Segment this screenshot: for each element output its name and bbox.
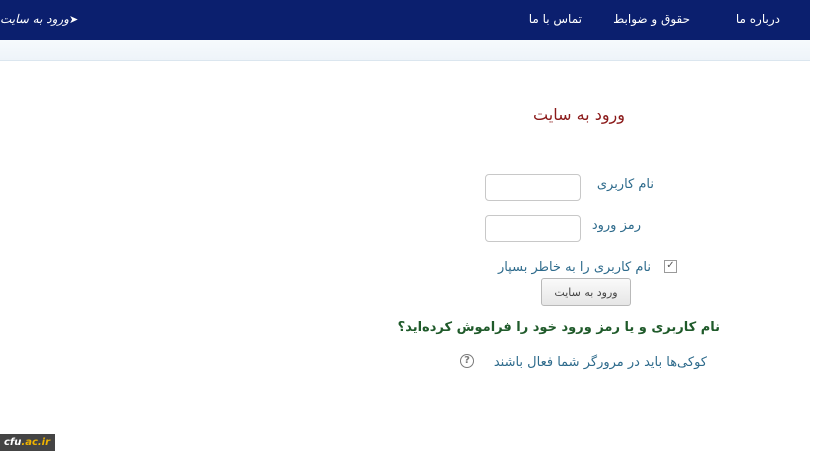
cookies-note: کوکی‌ها باید در مرورگر شما فعال باشند (493, 355, 707, 370)
badge-text: cfu (4, 437, 22, 448)
badge-accent: .ac.ir (21, 437, 51, 448)
nav-about-link[interactable]: درباره ما (735, 12, 780, 26)
remember-label: نام کاربری را به خاطر بسپار (497, 260, 651, 275)
sign-in-icon: ➤ (68, 13, 79, 26)
password-label: رمز ورود (591, 218, 641, 233)
nav-terms-link[interactable]: حقوق و ضوابط (613, 12, 690, 26)
username-label: نام کاربری (596, 177, 654, 192)
sub-header-bar (0, 40, 810, 61)
password-input[interactable] (485, 215, 581, 242)
forgot-password-link[interactable]: نام کاربری و یا رمز ورود خود را فراموش کرده‌اید؟ (397, 320, 720, 335)
site-badge-logo (0, 434, 55, 451)
nav-login-link[interactable] (0, 12, 81, 26)
nav-login-label: ورود به سایت (0, 12, 69, 26)
username-input[interactable] (485, 174, 581, 201)
login-submit-button[interactable]: ورود به سایت (541, 278, 631, 306)
help-icon[interactable]: ? (460, 354, 474, 368)
top-navbar (0, 0, 810, 40)
login-title: ورود به سایت (533, 105, 625, 124)
remember-checkbox[interactable]: ✓ (664, 260, 677, 273)
nav-contact-link[interactable]: تماس با ما (528, 12, 582, 26)
